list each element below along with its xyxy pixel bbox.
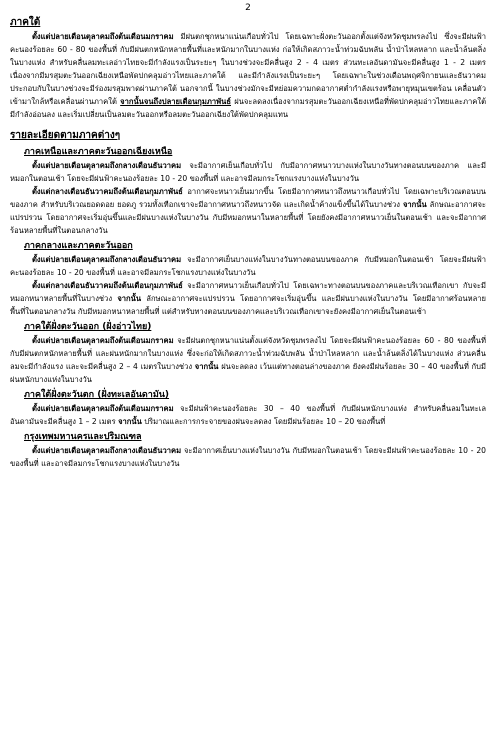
region-paragraph xyxy=(10,185,486,237)
paragraph-lead: ตั้งแต่ปลายเดือนตุลาคมถึงกลางเดือนธันวาคม xyxy=(32,161,182,170)
paragraph-body: จะมีอากาศเย็นบางแห่งในบางวัน กับมีหมอกในตอนเช้า โดยจะมีฝนฟ้าคะนองร้อยละ 10 - 20 ของพื้นที่ และอาจมีลมกระโชกแรงบางแห่งในบางวัน xyxy=(10,446,486,468)
page-number: 2 xyxy=(245,3,251,13)
paragraph-lead: ตั้งแต่กลางเดือนธันวาคมถึงต้นเดือนกุมภาพันธ์ xyxy=(32,187,183,196)
south-intro-lead2: จากนั้นจนถึงปลายเดือนกุมภาพันธ์ xyxy=(120,97,231,106)
south-intro-body2: ฝนจะลดลงเนื่องจากมรสุมตะวันออกเฉียงเหนือที่พัดปกคลุมอ่าวไทยและภาคใต้มีกำลังอ่อนลง และเริ่มเปลี่ยนเป็นลมตะวันออกหรือลมตะวันออกเฉียงใต้พัดปกคลุมแทน xyxy=(10,97,486,119)
south-intro-paragraph xyxy=(10,30,486,121)
region-paragraph xyxy=(10,159,486,185)
paragraph-body: จะมีอากาศหนาวเย็นเกือบทั่วไป โดยเฉพาะทางตอนบนของภาคและบริเวณเทือกเขา กับจะมีหมอกหนาหลายพื้นที่ในบางช่วง xyxy=(10,281,486,303)
paragraph-lead: ตั้งแต่กลางเดือนธันวาคมถึงต้นเดือนกุมภาพันธ์ xyxy=(32,281,183,290)
paragraph-body: จะมีฝนฟ้าคะนองร้อยละ 30 – 40 ของพื้นที่ กับมีฝนหนักบางแห่ง สำหรับคลื่นลมในทะเลอันดามันจะมีคลื่นสูง 1 – 2 เมตร xyxy=(10,404,486,426)
paragraph-lead: ตั้งแต่ปลายเดือนตุลาคมถึงต้นเดือนมกราคม xyxy=(32,336,174,345)
paragraph-lead2: จากนั้น xyxy=(402,200,427,209)
region-title-south-west-coast: ภาคใต้ฝั่งตะวันตก (ฝั่งทะเลอันดามัน) xyxy=(24,390,170,400)
paragraph-body2: ลักษณะอากาศจะแปรปรวน โดยอากาศจะเริ่มอุ่นขึ้นและมีฝนบางแห่งในบางวัน กับมีหมอกหนาในหลายพื้นที่ โดยยังคงมีอากาศหนาวเย็นในตอนเช้า และจะมีอากาศร้อนหลายพื้นที่ในตอนกลางวัน xyxy=(10,200,486,235)
region-paragraph xyxy=(10,334,486,386)
region-title-north-northeast: ภาคเหนือและภาคตะวันออกเฉียงเหนือ xyxy=(24,147,173,157)
paragraph-lead2: จากนั้น xyxy=(194,362,219,371)
paragraph-body2: ปริมาณและการกระจายของฝนจะลดลง โดยมีฝนร้อยละ 10 – 20 ของพื้นที่ xyxy=(141,417,386,426)
paragraph-lead: ตั้งแต่ปลายเดือนตุลาคมถึงกลางเดือนธันวาคม xyxy=(32,446,182,455)
south-intro-body: มีฝนตกชุกหนาแน่นเกือบทั่วไป โดยเฉพาะฝั่งตะวันออกตั้งแต่จังหวัดชุมพรลงไป ซึ่งจะมีฝนฟ้าคะนองร้อยละ 60 - 80 ของพื้นที่ กับมีฝนตกหนักหลายพื้นที่และหนักมากในบางแห่ง ก่อให้เกิดสภาวะน้ำท่วมฉับพลัน น้ำป่าไหลหลาก และน้ำล้นตลิ่งในบางแห่ง สำหรับคลื่นลมทะเลอ่าวไทยจะมีกำลังแรงเป็นระยะๆ ในบางช่วงจะมีคลื่นสูง 2 - 4 เมตร ส่วนทะเลอันดามันจะมีคลื่นสูง 1 - 2 เมตร เนื่องจากมีมรสุมตะวันออกเฉียงเหนือพัดปกคลุมอ่าวไทยและภาคใต้ และมีกำลังแรงเป็นระยะๆ โดยเฉพาะในช่วงเดือนพฤศจิกายนและธันวาคม ประกอบกับในบางช่วงจะมีร่องมรสุมพาดผ่านภาคใต้ นอกจากนี้ ในบางช่วงมักจะมีหย่อมความกดอากาศต่ำกำลังแรงหรือพายุหมุนเขตร้อน เคลื่อนตัวเข้ามาใกล้หรือเคลื่อนผ่านภาคใต้ xyxy=(10,32,486,106)
south-intro-lead: ตั้งแต่ปลายเดือนตุลาคมถึงต้นเดือนมกราคม xyxy=(32,32,174,41)
paragraph-body: จะมีอากาศเย็นเกือบทั่วไป กับมีอากาศหนาวบางแห่งในบางวันทางตอนบนของภาค และมีหมอกในตอนเช้า โดยจะมีฝนฟ้าคะนองร้อยละ 10 - 20 ของพื้นที่ และอาจมีลมกระโชกแรงบางแห่งในบางวัน xyxy=(10,161,486,183)
region-paragraph xyxy=(10,253,486,279)
region-title-central-east: ภาคกลางและภาคตะวันออก xyxy=(24,241,133,251)
paragraph-body: อากาศจะหนาวเย็นมากขึ้น โดยมีอากาศหนาวถึงหนาวเกือบทั่วไป โดยเฉพาะบริเวณตอนบนของภาค สำหรับบริเวณยอดดอย ยอดภู รวมทั้งเทือกเขาจะมีอากาศหนาวถึงหนาวจัด และเกิดน้ำค้างแข็งขึ้นได้ในบางช่วง xyxy=(10,187,486,209)
paragraph-lead: ตั้งแต่ปลายเดือนตุลาคมถึงต้นเดือนมกราคม xyxy=(32,404,174,413)
region-paragraph xyxy=(10,444,486,470)
paragraph-lead2: จากนั้น xyxy=(118,417,142,426)
region-title-bangkok: กรุงเทพมหานครและปริมณฑล xyxy=(24,432,142,442)
paragraph-body: จะมีฝนตกชุกหนาแน่นตั้งแต่จังหวัดชุมพรลงไป โดยจะมีฝนฟ้าคะนองร้อยละ 60 - 80 ของพื้นที่ กับมีฝนตกหนักหลายพื้นที่ และฝนหนักมากในบางแห่ง ซึ่งจะก่อให้เกิดสภาวะน้ำท่วมฉับพลัน น้ำป่าไหลหลาก และน้ำล้นตลิ่งได้ในบางแห่ง ส่วนคลื่นลมจะมีกำลังแรง และจะมีคลื่นสูง 2 – 4 เมตรในบางช่วง xyxy=(10,336,486,371)
paragraph-lead: ตั้งแต่ปลายเดือนตุลาคมถึงกลางเดือนธันวาคม xyxy=(32,255,182,264)
paragraph-body2: ฝนจะลดลง เว้นแต่ทางตอนล่างของภาค ยังคงมีฝนร้อยละ 30 – 40 ของพื้นที่ กับมีฝนหนักบางแห่งในบางวัน xyxy=(10,362,486,384)
paragraph-lead2: จากนั้น xyxy=(117,294,142,303)
regional-heading: รายละเอียดตามภาคต่างๆ xyxy=(10,130,121,141)
south-heading: ภาคใต้ xyxy=(10,17,41,28)
region-paragraph xyxy=(10,279,486,318)
region-title-south-east-coast: ภาคใต้ฝั่งตะวันออก (ฝั่งอ่าวไทย) xyxy=(24,322,152,332)
paragraph-body2: ลักษณะอากาศจะแปรปรวน โดยอากาศจะเริ่มอุ่นขึ้น และมีฝนบางแห่งในบางวัน โดยมีอากาศร้อนหลายพื้นที่ในตอนกลางวัน กับมีหมอกหนาหลายพื้นที่ แต่สำหรับทางตอนบนของภาคและบริเวณเทือกเขาจะยังคงมีอากาศเย็นในตอนเช้า xyxy=(10,294,486,316)
region-paragraph xyxy=(10,402,486,428)
paragraph-body: จะมีอากาศเย็นบางแห่งในบางวันทางตอนบนของภาค กับมีหมอกในตอนเช้า โดยจะมีฝนฟ้าคะนองร้อยละ 10 - 20 ของพื้นที่ และอาจมีลมกระโชกแรงบางแห่งในบางวัน xyxy=(10,255,486,277)
